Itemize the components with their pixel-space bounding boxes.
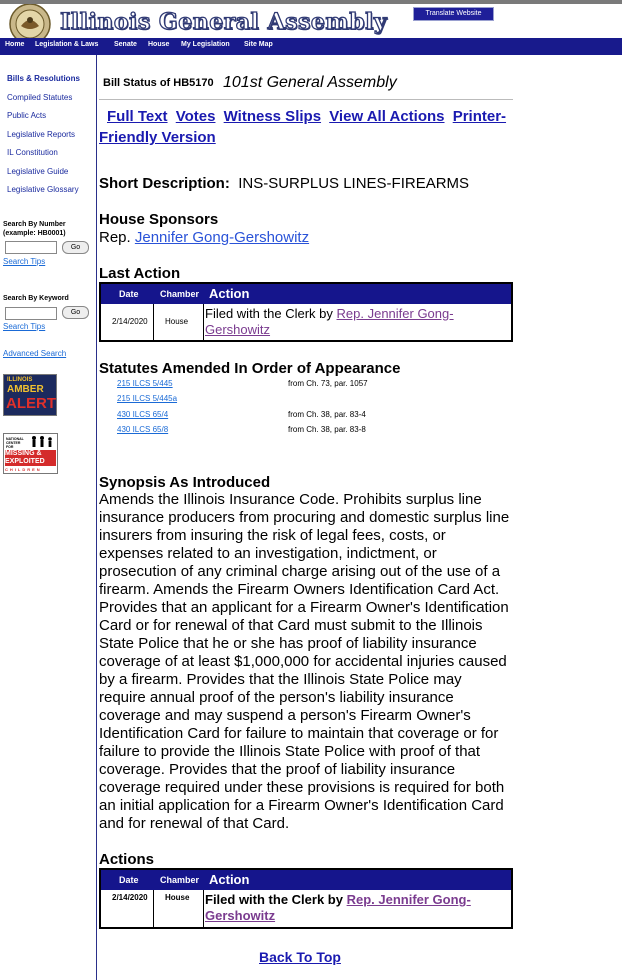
amber-alert-badge[interactable] bbox=[3, 374, 57, 416]
sidebar-item-compiled-statutes[interactable]: Compiled Statutes bbox=[7, 93, 73, 102]
row-action-sponsor-link[interactable]: Rep. Jennifer Gong-Gershowitz bbox=[205, 306, 454, 337]
amber-line-1: ILLINOIS bbox=[7, 377, 33, 383]
sidebar-item-bills-resolutions[interactable]: Bills & Resolutions bbox=[7, 74, 80, 83]
keyword-go-button[interactable]: Go bbox=[62, 306, 89, 319]
statute-link[interactable]: 215 ILCS 5/445 bbox=[117, 379, 173, 388]
amber-line-3: ALERT bbox=[6, 395, 56, 412]
header-date: Date bbox=[119, 289, 139, 299]
table-row bbox=[101, 304, 511, 340]
children-silhouette-icon bbox=[28, 435, 58, 449]
statute-link[interactable]: 430 ILCS 65/4 bbox=[117, 410, 169, 419]
tab-witness-slips[interactable]: Witness Slips bbox=[223, 108, 322, 125]
tab-printer-friendly[interactable]: Printer-Friendly Version bbox=[99, 108, 507, 146]
keyword-search-input[interactable] bbox=[5, 307, 57, 320]
search-by-number-label: Search By Number bbox=[3, 221, 66, 228]
tab-full-text[interactable]: Full Text bbox=[107, 108, 168, 125]
amber-line-2: AMBER bbox=[7, 384, 44, 395]
header-date: Date bbox=[119, 875, 139, 885]
row-action bbox=[205, 892, 505, 924]
nav-home[interactable]: Home bbox=[5, 41, 25, 48]
actions-heading: Actions bbox=[99, 851, 155, 868]
sidebar-item-il-constitution[interactable]: IL Constitution bbox=[7, 148, 58, 157]
row-action-text: Filed with the Clerk by bbox=[205, 306, 333, 321]
statute-link[interactable]: 215 ILCS 5/445a bbox=[117, 394, 178, 403]
nav-legislation-laws[interactable]: Legislation & Laws bbox=[35, 41, 99, 48]
table-row bbox=[101, 890, 511, 927]
tab-view-all-actions[interactable]: View All Actions bbox=[329, 108, 445, 125]
short-description-value: INS-SURPLUS LINES-FIREARMS bbox=[238, 175, 470, 192]
nav-house[interactable]: House bbox=[148, 41, 170, 48]
general-assembly-title: 101st General Assembly bbox=[223, 74, 397, 91]
header-chamber: Chamber bbox=[160, 289, 200, 299]
statutes-heading: Statutes Amended In Order of Appearance bbox=[99, 360, 401, 377]
nav-my-legislation[interactable]: My Legislation bbox=[181, 41, 230, 48]
nav-site-map[interactable]: Site Map bbox=[244, 41, 273, 48]
actions-table-header bbox=[101, 870, 511, 890]
main-nav bbox=[0, 38, 622, 55]
bill-tabs bbox=[99, 106, 509, 148]
advanced-search-link[interactable]: Advanced Search bbox=[3, 349, 67, 358]
last-action-table bbox=[99, 282, 513, 342]
sponsor-link[interactable]: Jennifer Gong-Gershowitz bbox=[134, 229, 310, 246]
bill-number-go-button[interactable]: Go bbox=[62, 241, 89, 254]
sidebar-item-public-acts[interactable]: Public Acts bbox=[7, 111, 47, 120]
header-chamber: Chamber bbox=[160, 875, 200, 885]
short-description bbox=[99, 175, 469, 192]
state-seal-logo[interactable] bbox=[2, 4, 58, 38]
row-action-sponsor-link[interactable]: Rep. Jennifer Gong-Gershowitz bbox=[205, 892, 471, 923]
statute-from: from Ch. 73, par. 1057 bbox=[288, 379, 368, 388]
sponsor-prefix: Rep. bbox=[99, 229, 131, 246]
missing-line-1: NATIONAL CENTER FOR bbox=[6, 437, 24, 449]
divider bbox=[99, 99, 513, 100]
row-date: 2/14/2020 bbox=[112, 893, 148, 902]
missing-line-3: EXPLOITED bbox=[5, 458, 56, 466]
bill-status-label: Bill Status of HB5170 bbox=[103, 77, 214, 89]
bill-number-search-input[interactable] bbox=[5, 241, 57, 254]
sidebar-item-legislative-guide[interactable]: Legislative Guide bbox=[7, 167, 69, 176]
statute-from: from Ch. 38, par. 83-8 bbox=[288, 425, 366, 434]
tab-votes[interactable]: Votes bbox=[175, 108, 216, 125]
translate-website-button[interactable]: Translate Website bbox=[413, 7, 494, 21]
missing-line-2: MISSING & bbox=[5, 450, 56, 458]
sidebar bbox=[0, 55, 97, 980]
sidebar-item-legislative-reports[interactable]: Legislative Reports bbox=[7, 130, 76, 139]
statute-from: from Ch. 38, par. 83-4 bbox=[288, 410, 366, 419]
row-action bbox=[205, 306, 505, 338]
site-header bbox=[0, 4, 622, 38]
row-chamber: House bbox=[165, 317, 189, 326]
sponsor-line bbox=[99, 229, 309, 246]
synopsis-heading: Synopsis As Introduced bbox=[99, 474, 271, 491]
actions-table bbox=[99, 868, 513, 929]
statute-link[interactable]: 430 ILCS 65/8 bbox=[117, 425, 169, 434]
row-chamber: House bbox=[165, 893, 190, 902]
sidebar-item-legislative-glossary[interactable]: Legislative Glossary bbox=[7, 185, 79, 194]
synopsis-text: Amends the Illinois Insurance Code. Prohibits surplus line insurance producers from procuring and domestic surplus line insurers from insuring the risk of legal fees, costs, or expenses related to an investigation, indictment, or prosecution of any criminal charge arising out of the use of a firearm. Amends the Firearm Owners Identification Card Act. Provides that an applicant for a Firearm Owner's Identification Card or for renewal of that Card must submit to the Illinois State Police that he or she has proof of liability insurance coverage of at least $1,000,000 for accidental injuries caused by a firearm. Provides that the Illinois State Police may require annual proof of the person's liability insurance coverage and may suspend a person's Firearm Owner's Identification Card for failure to maintain that coverage or for failure to provide the Illinois State Police with proof of that coverage. Provides that the proof of liability insurance coverage required under these provisions is required for both an initial application for a Firearm Owner's Identification Card and for renewal of that Card. bbox=[99, 491, 510, 832]
nav-senate[interactable]: Senate bbox=[114, 41, 137, 48]
keyword-search-tips-link[interactable]: Search Tips bbox=[3, 322, 46, 331]
header-action: Action bbox=[209, 286, 250, 301]
search-by-number-example: (example: HB0001) bbox=[3, 230, 66, 237]
missing-line-4: CHILDREN bbox=[5, 467, 42, 472]
row-action-text: Filed with the Clerk by bbox=[205, 892, 343, 907]
last-action-heading: Last Action bbox=[99, 265, 181, 282]
site-title-logo[interactable]: Illinois General Assembly bbox=[60, 9, 388, 35]
search-by-keyword-label: Search By Keyword bbox=[3, 295, 69, 302]
row-date: 2/14/2020 bbox=[112, 317, 148, 326]
search-tips-link[interactable]: Search Tips bbox=[3, 257, 46, 266]
last-action-table-header bbox=[101, 284, 511, 304]
house-sponsors-heading: House Sponsors bbox=[99, 211, 219, 228]
header-action: Action bbox=[209, 872, 250, 887]
back-to-top-link[interactable]: Back To Top bbox=[259, 949, 341, 965]
missing-exploited-children-badge[interactable] bbox=[3, 433, 58, 474]
short-description-label: Short Description: bbox=[99, 175, 230, 192]
